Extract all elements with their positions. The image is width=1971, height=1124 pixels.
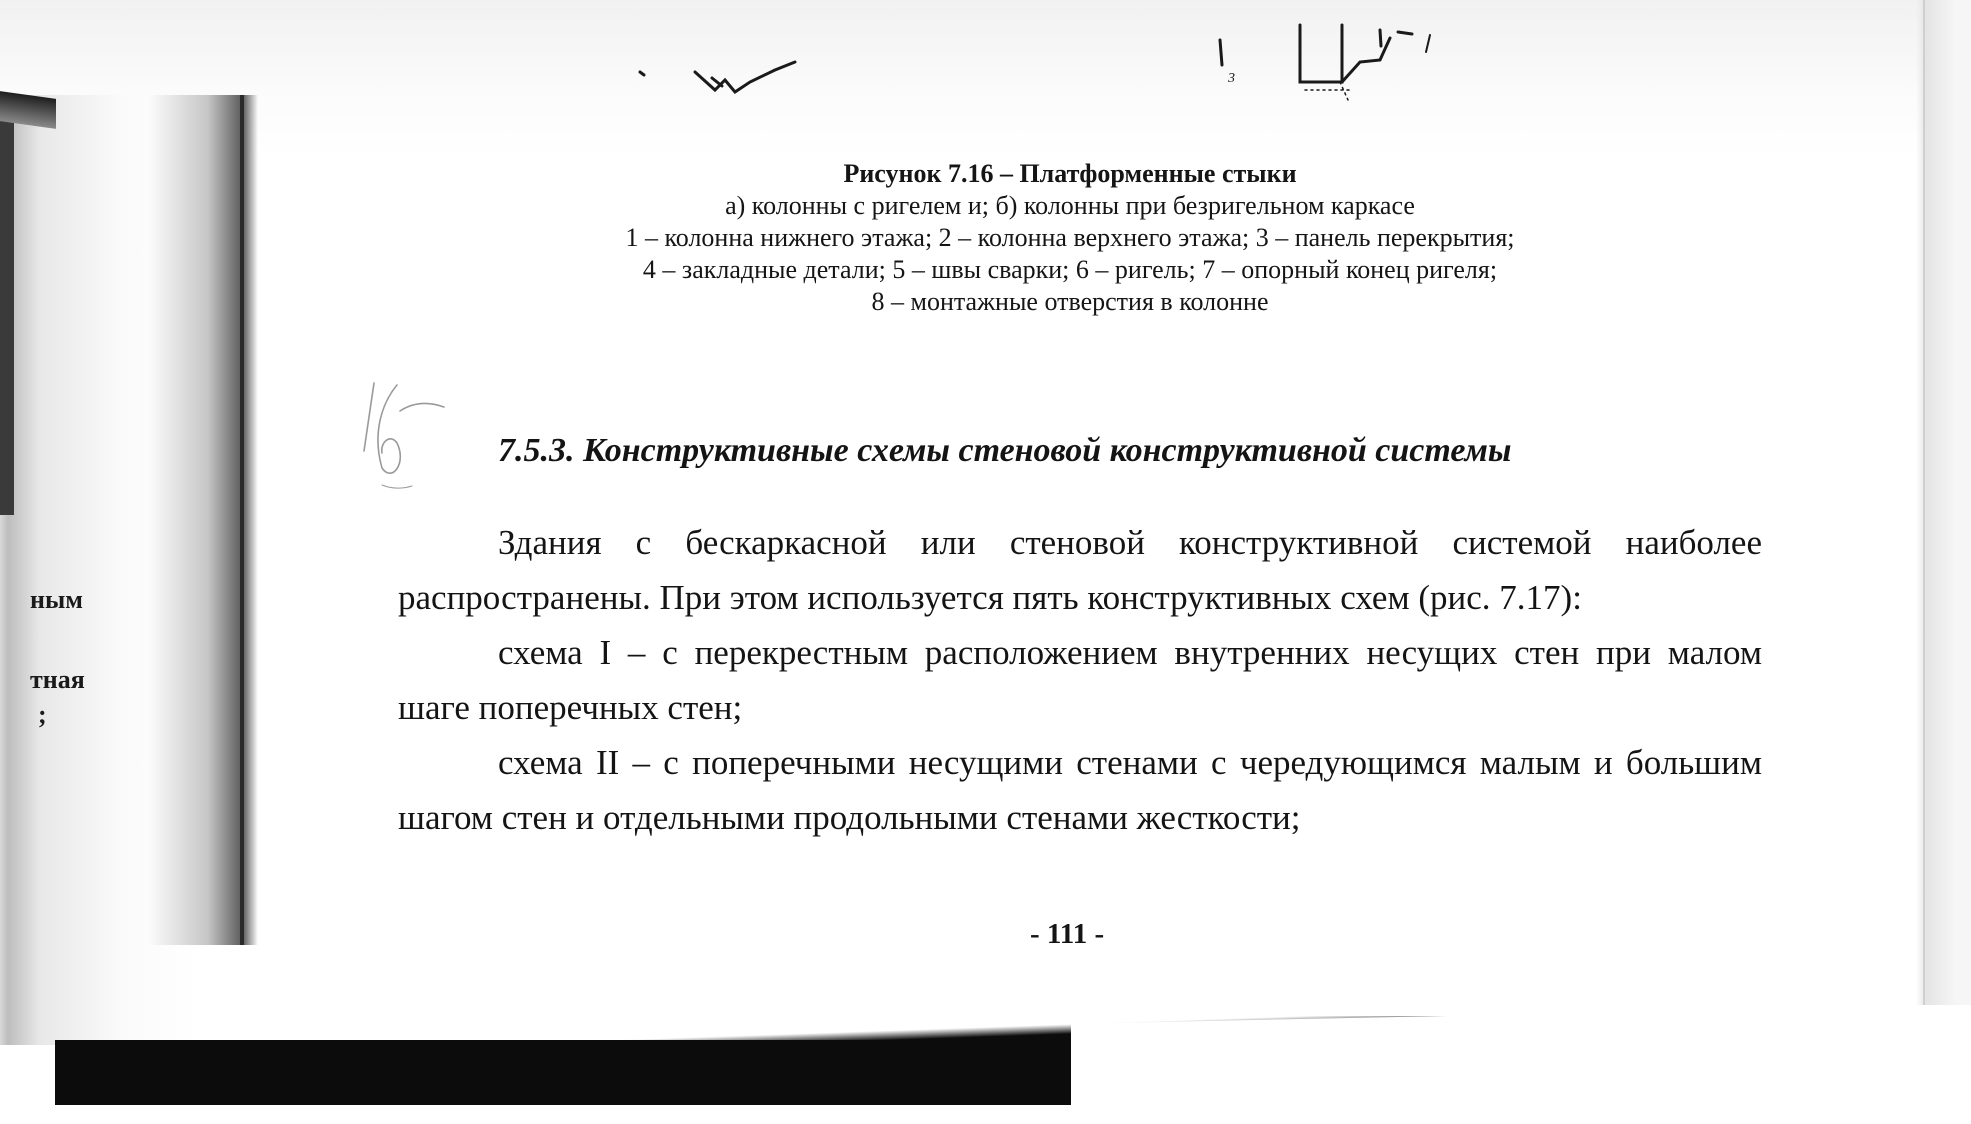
figure-caption-line: 4 – закладные детали; 5 – швы сварки; 6 – ригель; 7 – опорный конец ригеля; xyxy=(642,255,1498,284)
left-page-fragment-2: тная xyxy=(30,665,85,694)
figure-caption-line: 1 – колонна нижнего этажа; 2 – колонна верхнего этажа; 3 – панель перекрытия; xyxy=(625,223,1515,252)
paragraph: схема I – с перекрестным расположением внутренних несущих стен при малом шаге поперечных стен; xyxy=(398,633,1762,727)
page-number: - 111 - xyxy=(1030,918,1105,950)
paragraph: схема II – с поперечными несущими стенами с чередующимся малым и большим шагом стен и отдельными продольными стенами жесткости; xyxy=(398,743,1762,837)
spine-line xyxy=(240,95,244,945)
handwritten-mark xyxy=(352,373,492,513)
figure-caption xyxy=(420,158,1720,318)
figure-caption-title: Рисунок 7.16 – Платформенные стыки xyxy=(843,159,1297,188)
page-bottom-edge xyxy=(1071,1005,1971,1124)
left-page-fragment-3: ; xyxy=(38,700,47,729)
page-edge-left xyxy=(0,95,14,515)
left-page-fragment-1: ным xyxy=(30,585,83,614)
section-heading: 7.5.3. Конструктивные схемы стеновой конструктивной системы xyxy=(498,432,1512,469)
figure-caption-line: 8 – монтажные отверстия в колонне xyxy=(871,287,1269,316)
pencil-annotation-icon xyxy=(352,373,492,513)
figure-fragment xyxy=(600,20,1500,115)
figure-caption-line: а) колонны с ригелем и; б) колонны при безригельном каркасе xyxy=(725,191,1415,220)
body-text xyxy=(398,515,1762,845)
page-edge-right xyxy=(1923,0,1925,1005)
figure-label-3: 3 xyxy=(1228,71,1235,86)
figure-drawing xyxy=(600,20,1500,115)
paragraph: Здания с бескаркасной или стеновой конструктивной системой наиболее распространены. При этом используется пять конструктивных схем (рис. 7.17): xyxy=(398,523,1762,617)
